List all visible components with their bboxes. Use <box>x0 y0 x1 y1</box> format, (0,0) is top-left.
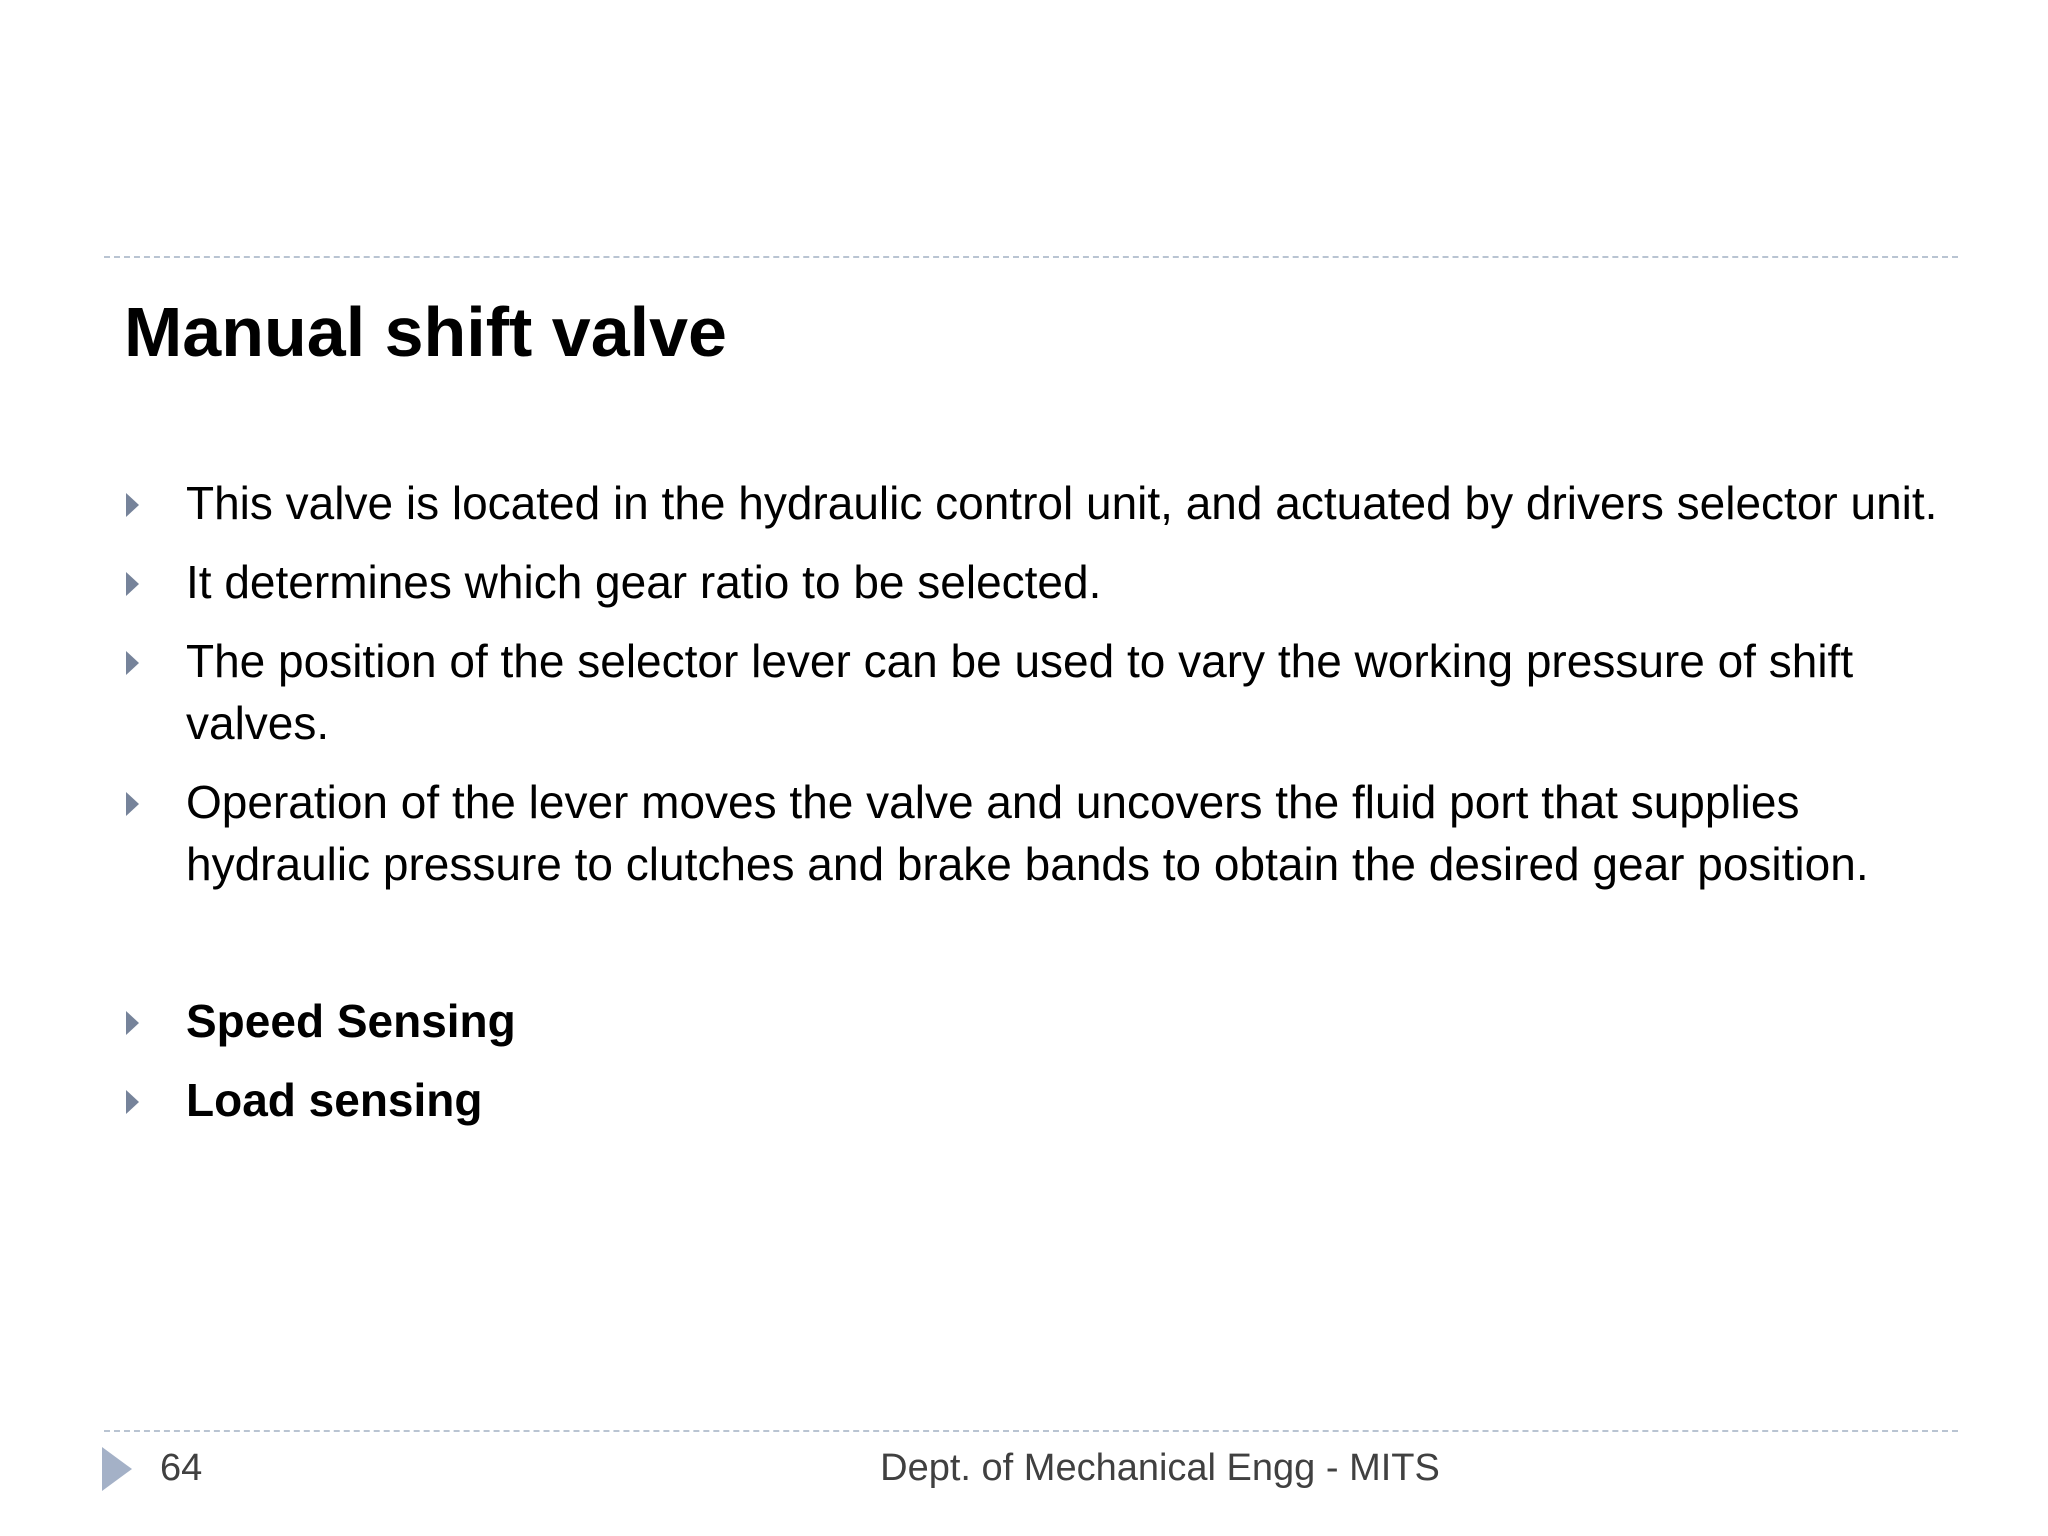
bullet-item <box>120 990 1950 1052</box>
bullet-text: This valve is located in the hydraulic control unit, and actuated by drivers selector unit. <box>186 477 1938 529</box>
page-number: 64 <box>160 1447 203 1489</box>
bullet-item <box>120 1069 1950 1131</box>
bullet-arrow-icon <box>126 493 139 517</box>
slide-title: Manual shift valve <box>124 293 727 371</box>
bullet-arrow-icon <box>126 1090 139 1114</box>
bullet-item <box>120 551 1950 613</box>
bullet-text: It determines which gear ratio to be selected. <box>186 556 1102 608</box>
bullet-arrow-icon <box>126 572 139 596</box>
bullet-list <box>120 472 1950 1148</box>
bullet-item <box>120 472 1950 534</box>
bullet-arrow-icon <box>126 1011 139 1035</box>
bullet-item <box>120 771 1950 895</box>
header-divider <box>104 256 1958 258</box>
footer-divider <box>104 1430 1958 1432</box>
bullet-text: Operation of the lever moves the valve and uncovers the fluid port that supplies hydraulic pressure to clutches and brake bands to obtain the desired gear position. <box>186 776 1869 890</box>
bullet-item <box>120 630 1950 754</box>
bullet-text: The position of the selector lever can be used to vary the working pressure of shift valves. <box>186 635 1854 749</box>
bullet-arrow-icon <box>126 792 139 816</box>
bullet-text: Speed Sensing <box>186 995 516 1047</box>
bullet-arrow-icon <box>126 651 139 675</box>
footer-text: Dept. of Mechanical Engg - MITS <box>880 1447 1440 1489</box>
bullet-text: Load sensing <box>186 1074 483 1126</box>
